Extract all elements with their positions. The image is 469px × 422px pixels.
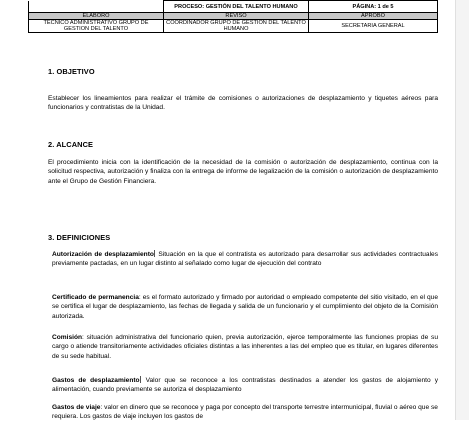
definition-autorizacion [52,250,438,269]
definition-term: Certificado de permanencia [52,294,139,301]
text-cursor [140,376,141,383]
reviso-value: COORDINADOR GRUPO DE GESTION DEL TALENTO HUMANO [164,20,309,33]
section-objetivo-body: Establecer los lineamientos para realizar el trámite de comisiones o autorizaciones de desplazamiento y tiquetes aéreos para funcionarios y contratistas de la Unidad. [48,95,438,112]
definition-term: Autorización de desplazamiento [52,251,154,258]
reviso-label: REVISO [164,13,309,20]
text-cursor [154,250,155,257]
definition-text: : valor en dinero que se reconoce y paga por concepto del transporte terrestre intermunicipal, fluvial o aéreo que se requiera. Los gastos de viaje incluyen los gastos de [52,404,438,421]
page-number: PÁGINA: 1 de 5 [309,1,438,13]
definition-term: Gastos de viaje [52,404,101,411]
page-edge [455,0,469,420]
section-alcance-title: 2. ALCANCE [48,140,94,149]
elaboro-label: ELABORO [29,13,164,20]
definition-gastos-viaje [52,403,438,422]
section-objetivo-title: 1. OBJETIVO [48,67,95,76]
definition-text: Situación en la que el contratista es autorizado para desarrollar sus actividades contractuales previamente pactadas, en un lugar distinto al señalado como lugar de ejecución del contrato [52,251,438,268]
definition-text: Valor que se reconoce a los contratistas destinados a atender los gastos de alojamiento y alimentación, cuando previamente se autoriza el desplazamiento [52,377,438,394]
section-alcance-body: El procedimiento inicia con la identificación de la necesidad de la comisión o autorización de desplazamiento, continua con la solicitud respectiva, autorización y finaliza con la entrega de informe de legalización de la comisión o autorización de desplazamiento ante el Grupo de Gestión Financiera. [48,159,438,185]
definition-comision [52,333,438,361]
document-header-table [28,0,438,33]
process-name: PROCESO: GESTIÓN DEL TALENTO HUMANO [164,1,309,13]
aprobo-value: SECRETARIA GENERAL [309,20,438,33]
elaboro-value: TECNICO ADMINISTRATIVO GRUPO DE GESTION DEL TALENTO [29,20,164,33]
aprobo-label: APROBO [309,13,438,20]
header-blank-cell [29,1,164,13]
definition-term: Comisión [52,334,83,341]
definition-certificado [52,293,438,321]
section-definiciones-title: 3. DEFINICIONES [48,233,111,242]
definition-term: Gastos de desplazamiento [52,377,140,384]
definition-gastos-desplazamiento [52,376,438,395]
definition-text: : es el formato autorizado y firmado por autoridad o empleado competente del sitio visitado, en el que se certifica el lugar de desplazamiento, las fechas de llegada y salida de un funcionario y el cumplimiento del objeto de la Comisión autorizada. [52,294,438,320]
definition-text: : situación administrativa del funcionario quien, previa autorización, ejerce temporalmente las funciones propias de su cargo o atiende transitoriamente actividades oficiales distintas a las inherentes a las del empleo que es titular, en lugares diferentes de su sede habitual. [52,334,438,360]
